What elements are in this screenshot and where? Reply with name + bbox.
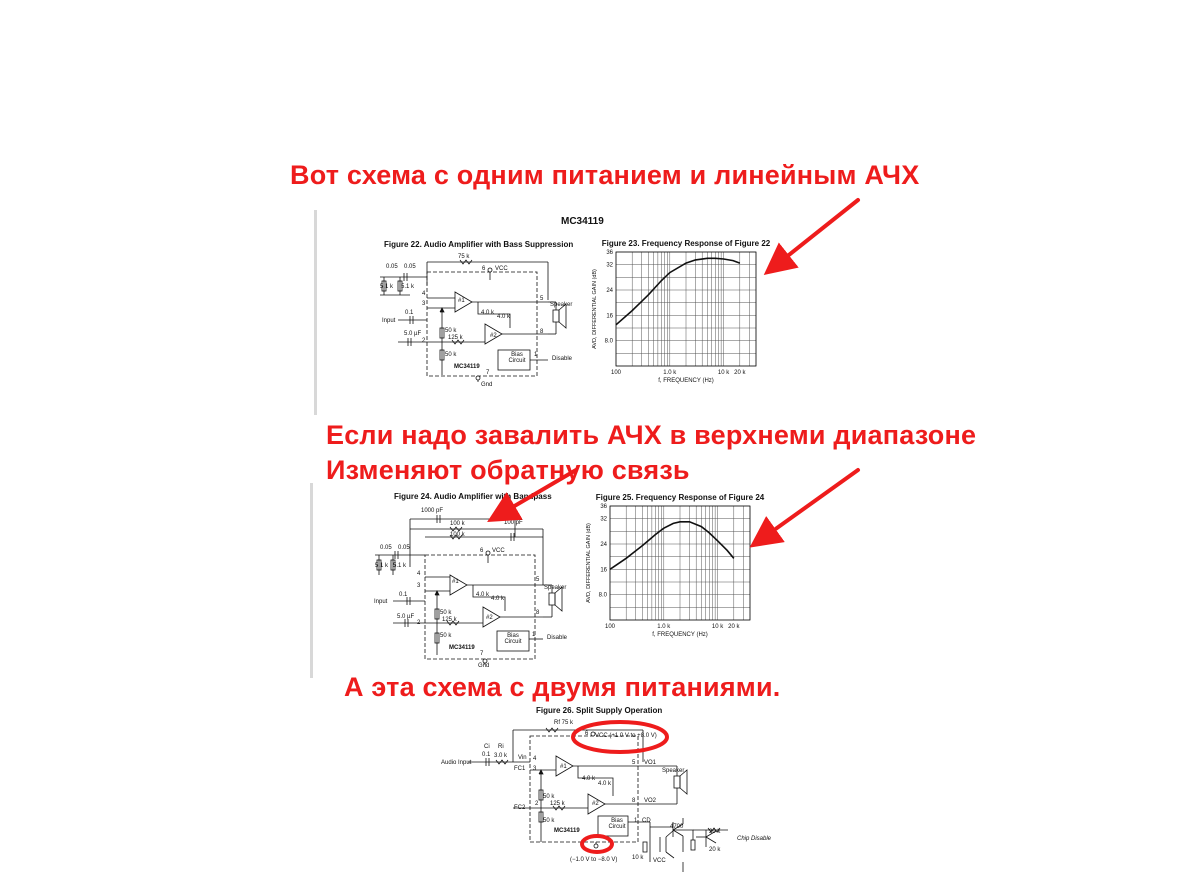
chart1-ylabel: AVD, DIFFERENTIAL GAIN (dB) bbox=[586, 523, 592, 603]
fig24-r51ka: 5.1 k bbox=[375, 563, 389, 569]
fig22-input: Input bbox=[382, 318, 396, 324]
fig24-input: Input bbox=[374, 599, 388, 605]
chart1-xtick-3: 20 k bbox=[728, 624, 740, 630]
fig24-r50kb: 50 k bbox=[440, 633, 452, 639]
fig22-r4kb: 4.0 k bbox=[497, 314, 511, 320]
fig26-pin8: 8 bbox=[632, 798, 636, 804]
fig24-bias: Bias Circuit bbox=[504, 633, 522, 645]
chart0-ytick-1: 16 bbox=[606, 313, 613, 320]
fig24-r51kb: 5.1 k bbox=[393, 563, 407, 569]
arrow-fig25 bbox=[756, 470, 858, 543]
fig26-speaker: Speaker bbox=[662, 768, 685, 774]
fig24-pin7: 7 bbox=[480, 651, 484, 657]
chart0-ytick-2: 24 bbox=[606, 288, 613, 294]
chart1-xtick-0: 100 bbox=[604, 624, 616, 630]
fig26-bias: Bias Circuit bbox=[608, 818, 626, 830]
fig22-r51ka: 5.1 k bbox=[380, 284, 394, 290]
fig24-speaker: Speaker bbox=[544, 585, 567, 591]
fig24-pin3: 3 bbox=[417, 583, 421, 589]
fig26-c01: 0.1 bbox=[482, 752, 491, 758]
fig22-r4ka: 4.0 k bbox=[481, 310, 495, 316]
fig22-r50kb: 50 k bbox=[445, 352, 457, 358]
fig26-r20kb: 20 k bbox=[709, 847, 721, 853]
chart0-ylabel: AVD, DIFFERENTIAL GAIN (dB) bbox=[592, 269, 598, 349]
fig24-r50ka: 50 k bbox=[440, 610, 452, 616]
fig24-chip: MC34119 bbox=[449, 645, 475, 651]
fig26-vcc: VCC (+1.0 V to +8.0 V) bbox=[595, 733, 657, 739]
fig22-disable: Disable bbox=[552, 356, 573, 362]
fig24-r100ka: 100 k bbox=[450, 521, 465, 527]
fig24-c005b: 0.05 bbox=[398, 545, 410, 551]
fig26-fc1: FC1 bbox=[514, 766, 526, 772]
fig24-pin1: 1 bbox=[532, 632, 536, 638]
fig24-pin5: 5 bbox=[536, 577, 540, 583]
fig24-r100kb: 100 k bbox=[450, 532, 465, 538]
fig26-vin: Vin bbox=[518, 755, 527, 761]
fig24-c1000pf: 1000 pF bbox=[421, 508, 444, 514]
fig22-c005a: 0.05 bbox=[386, 264, 398, 270]
chart1-ytick-2: 24 bbox=[600, 542, 607, 548]
fig22-amp2: #2 bbox=[490, 333, 497, 339]
fig26-r50kb: 50 k bbox=[543, 818, 555, 824]
fig22-pin4: 4 bbox=[422, 291, 426, 297]
fig26-r4700: 4700 bbox=[670, 824, 684, 830]
fig22-r125k: 125 k bbox=[448, 335, 463, 341]
arrow-feedback bbox=[494, 470, 576, 518]
chart0-ytick-0: 8.0 bbox=[604, 338, 613, 345]
fig24-r4ka: 4.0 k bbox=[476, 592, 490, 598]
fig22-r51kb: 5.1 k bbox=[401, 284, 415, 290]
fig26-vee: (−1.0 V to −8.0 V) bbox=[570, 857, 618, 863]
fig24-pin4: 4 bbox=[417, 571, 421, 577]
fig24-c01: 0.1 bbox=[399, 592, 408, 598]
circle-vee bbox=[582, 836, 612, 852]
fig24-r4kb: 4.0 k bbox=[491, 596, 505, 602]
annotation-top: Вот схема с одним питанием и линейным АЧХ bbox=[290, 160, 920, 190]
fig22-chip: MC34119 bbox=[454, 364, 480, 370]
part-header: MC34119 bbox=[561, 216, 604, 227]
fig26-chip-disable: Chip Disable bbox=[737, 836, 772, 842]
chart0-ytick-3: 32 bbox=[606, 262, 613, 269]
chart1-ytick-0: 8.0 bbox=[598, 592, 607, 599]
annotation-middle-2: Изменяют обратную связь bbox=[326, 455, 690, 485]
fig24-title: Figure 24. Audio Amplifier with Bandpass bbox=[394, 492, 552, 501]
arrow-top bbox=[770, 200, 858, 270]
chart1-ytick-3: 32 bbox=[600, 516, 607, 523]
fig22-c01: 0.1 bbox=[405, 310, 414, 316]
fig26-vcc2: VCC bbox=[653, 858, 666, 864]
chart1-title: Figure 25. Frequency Response of Figure 24 bbox=[595, 493, 765, 502]
fig26-r30k: 3.0 k bbox=[494, 753, 508, 759]
fig22-c5uf: 5.0 µF bbox=[404, 331, 422, 337]
fig22-bias: Bias Circuit bbox=[508, 352, 526, 364]
fig26-title: Figure 26. Split Supply Operation bbox=[536, 706, 663, 715]
fig22-pin5: 5 bbox=[540, 296, 544, 302]
chart0-xlabel: f, FREQUENCY (Hz) bbox=[658, 378, 714, 384]
fig22-pin8: 8 bbox=[540, 329, 544, 335]
fig26-pin2: 2 bbox=[535, 801, 539, 807]
fig22-pin7: 7 bbox=[486, 370, 490, 376]
fig26-r4kb: 4.0 k bbox=[598, 781, 612, 787]
fig26-amp2: #2 bbox=[592, 801, 599, 807]
fig24-gnd: Gnd bbox=[478, 663, 490, 669]
fig26-pin4: 4 bbox=[533, 756, 537, 762]
fig22-speaker: Speaker bbox=[550, 302, 573, 308]
annotation-bottom: А эта схема с двумя питаниями. bbox=[344, 672, 781, 702]
fig22-amp1: #1 bbox=[458, 298, 465, 304]
fig26-r4ka: 4.0 k bbox=[582, 776, 596, 782]
fig26-chip: MC34119 bbox=[554, 828, 580, 834]
chart0-xtick-0: 100 bbox=[610, 370, 622, 376]
fig26-pin6: 6 bbox=[585, 731, 589, 737]
fig26-r10k: 10 k bbox=[632, 855, 644, 861]
fig24-pin2: 2 bbox=[417, 620, 421, 626]
fig22-title: Figure 22. Audio Amplifier with Bass Suppression bbox=[384, 240, 574, 249]
fig26-vo2: VO2 bbox=[644, 798, 657, 804]
fig24-disable: Disable bbox=[547, 635, 568, 641]
fig24-c005a: 0.05 bbox=[380, 545, 392, 551]
fig24-pin8: 8 bbox=[536, 610, 540, 616]
fig26-ri: Ri bbox=[498, 744, 504, 750]
fig24-c5uf: 5.0 µF bbox=[397, 614, 415, 620]
fig26-r20ka: 20 k bbox=[709, 829, 721, 835]
fig22-pin3: 3 bbox=[422, 301, 426, 307]
chart0-title: Figure 23. Frequency Response of Figure 22 bbox=[601, 239, 771, 248]
fig26-fc2: FC2 bbox=[514, 805, 526, 811]
fig24-r125k: 125 k bbox=[442, 617, 457, 623]
fig26-r50ka: 50 k bbox=[543, 794, 555, 800]
fig24-c100pf: 100 pF bbox=[504, 520, 523, 526]
annotation-middle-1: Если надо завалить АЧХ в верхнеми диапазоне bbox=[326, 420, 977, 450]
fig22-pin2: 2 bbox=[422, 338, 426, 344]
fig22-r50ka: 50 k bbox=[445, 328, 457, 334]
fig22-vcc: VCC bbox=[495, 266, 508, 272]
fig26-pin3: 3 bbox=[533, 766, 537, 772]
fig26-pin5: 5 bbox=[632, 760, 636, 766]
fig26-r125k: 125 k bbox=[550, 801, 565, 807]
chart1-xlabel: f, FREQUENCY (Hz) bbox=[652, 632, 708, 638]
chart0-xtick-1: 1.0 k bbox=[663, 370, 677, 376]
fig22-gnd: Gnd bbox=[481, 382, 493, 388]
fig26-rf: Rf 75 k bbox=[554, 720, 574, 726]
fig24-vcc: VCC bbox=[492, 548, 505, 554]
fig26-pin1: 1 bbox=[634, 818, 638, 824]
fig22-pin1: 1 bbox=[534, 352, 538, 358]
fig26-amp1: #1 bbox=[560, 764, 567, 770]
fig22-r75k: 75 k bbox=[458, 254, 470, 260]
fig22-c005b: 0.05 bbox=[404, 264, 416, 270]
circle-vcc bbox=[573, 722, 667, 752]
fig22-pin6: 6 bbox=[482, 266, 486, 272]
fig24-pin6: 6 bbox=[480, 548, 484, 554]
chart1-xtick-1: 1.0 k bbox=[657, 624, 671, 630]
chart1-ytick-4: 36 bbox=[600, 504, 607, 510]
chart0-xtick-2: 10 k bbox=[717, 370, 730, 376]
chart0-ytick-4: 36 bbox=[606, 250, 613, 256]
fig26-cd: CD bbox=[642, 818, 651, 824]
fig24-amp2: #2 bbox=[486, 615, 493, 621]
fig26-vo1: VO1 bbox=[644, 760, 657, 766]
fig26-ci: Ci bbox=[484, 744, 490, 750]
chart0-xtick-3: 20 k bbox=[734, 370, 746, 376]
fig26-audio-input: Audio Input bbox=[441, 760, 472, 766]
chart1-ytick-1: 16 bbox=[600, 567, 607, 574]
chart1-xtick-2: 10 k bbox=[711, 624, 724, 630]
fig24-amp1: #1 bbox=[452, 579, 459, 585]
